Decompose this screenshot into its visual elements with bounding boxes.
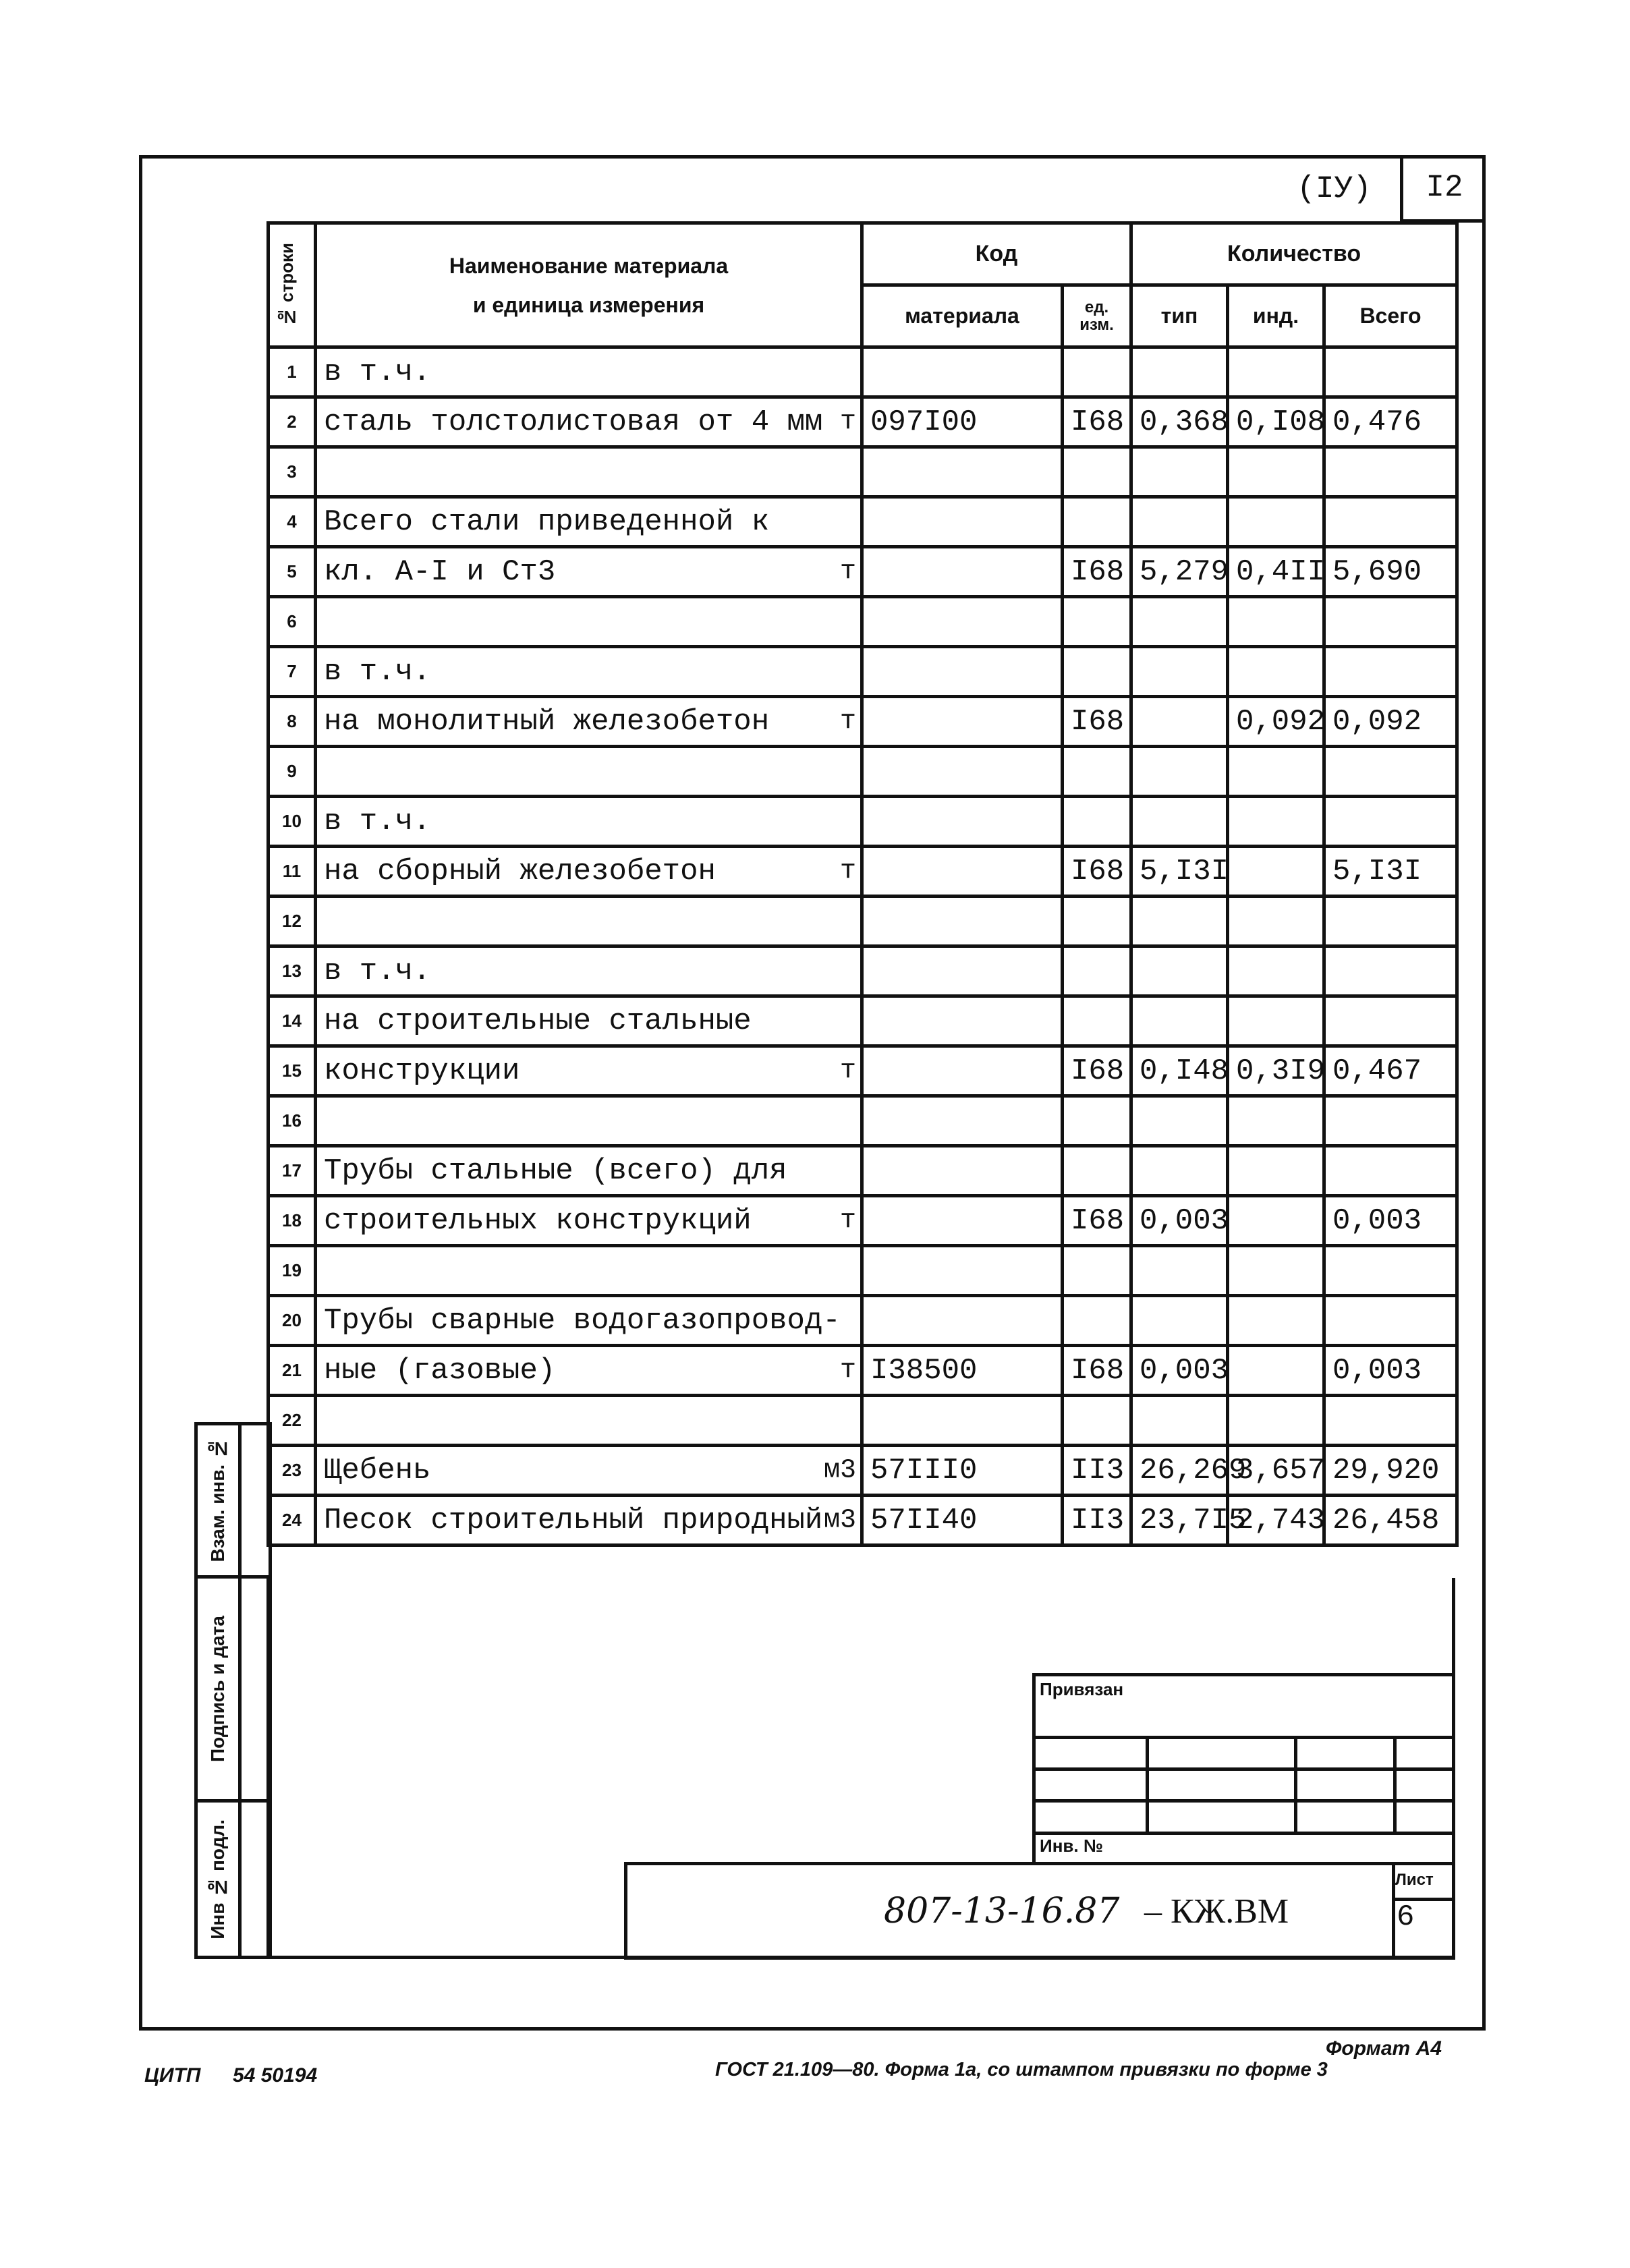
material-code [862,697,1063,747]
qty-total [1324,1096,1457,1146]
qty-ind [1228,1296,1324,1346]
unit-code [1063,597,1131,647]
qty-total [1324,996,1457,1046]
material-name-text: Песок строительный природный [324,1503,823,1537]
material-name [316,747,862,797]
row-number: 3 [269,447,316,497]
section-code-text: (IУ) [1297,171,1372,206]
qty-total: 0,476 [1324,397,1457,447]
format-label: Формат А4 [1326,2037,1442,2060]
qty-ind: 0,3I9 [1228,1046,1324,1096]
material-code [862,1296,1063,1346]
material-code [862,597,1063,647]
unit-code [1063,647,1131,697]
qty-typ: 26,269 [1131,1446,1228,1496]
designation-code: 807-13-16.87 [884,1891,1120,1931]
material-name-text: ные (газовые) [324,1353,556,1388]
material-name-text: на сборный железобетон [324,854,716,888]
row-number: 22 [269,1396,316,1446]
qty-total [1324,347,1457,397]
row-number: 20 [269,1296,316,1346]
unit-code-header: ед. изм. [1063,285,1131,347]
unit-code [1063,946,1131,996]
table-row [269,1196,1457,1246]
material-name-text: Всего стали приведенной к [324,505,770,539]
material-name [316,697,862,747]
qty-ind: 2,743 [1228,1496,1324,1546]
qty-ind [1228,1146,1324,1196]
qty-typ [1131,497,1228,547]
qty-typ [1131,647,1228,697]
page-number-cell [1400,155,1486,223]
qty-total [1324,897,1457,946]
qty-ind [1228,1096,1324,1146]
qty-typ: 5,I3I [1131,847,1228,897]
qty-ind [1228,647,1324,697]
qty-ind [1228,1246,1324,1296]
qty-typ: 0,003 [1131,1346,1228,1396]
table-row [269,1396,1457,1446]
sheet-number: 6 [1397,1900,1415,1934]
unit-code [1063,1146,1131,1196]
ind-header: инд. [1228,285,1324,347]
qty-ind [1228,1346,1324,1396]
qty-typ [1131,597,1228,647]
qty-ind [1228,1396,1324,1446]
qty-ind: 0,I08 [1228,397,1324,447]
row-number: 19 [269,1246,316,1296]
qty-typ: 0,368 [1131,397,1228,447]
unit-code [1063,897,1131,946]
table-row [269,996,1457,1046]
table-row [269,1096,1457,1146]
materials-table [266,221,1459,1547]
material-code [862,1146,1063,1196]
material-name-text: в т.ч. [324,804,431,839]
section-code [1268,155,1403,223]
row-number: 13 [269,946,316,996]
qty-typ [1131,1246,1228,1296]
row-number: 8 [269,697,316,747]
qty-typ [1131,996,1228,1046]
qty-ind [1228,447,1324,497]
material-name [316,1146,862,1196]
unit-label: т [839,557,856,587]
material-name [316,497,862,547]
row-number: 4 [269,497,316,547]
unit-label: м3 [823,1505,856,1535]
qty-typ [1131,1296,1228,1346]
material-name-text: в т.ч. [324,355,431,389]
table-row [269,397,1457,447]
material-code [862,647,1063,697]
qty-total: 29,920 [1324,1446,1457,1496]
table-row [269,547,1457,597]
qty-total [1324,1296,1457,1346]
qty-ind [1228,347,1324,397]
material-name [316,547,862,597]
material-code: 57III0 [862,1446,1063,1496]
table-row [269,1146,1457,1196]
unit-code [1063,497,1131,547]
material-name [316,597,862,647]
row-number-header: № строки [269,223,316,347]
qty-total: 0,003 [1324,1196,1457,1246]
material-name [316,1046,862,1096]
unit-label: т [839,1056,856,1086]
material-name [316,1096,862,1146]
table-row [269,1046,1457,1096]
footer-org: ЦИТП [144,2064,201,2087]
table-row [269,647,1457,697]
qty-total: 0,467 [1324,1046,1457,1096]
row-number: 18 [269,1196,316,1246]
table-row [269,1496,1457,1546]
material-name [316,1246,862,1296]
material-name-text: сталь толстолистовая от 4 мм [324,405,823,439]
inv-original-label: Инв № подл. [207,1819,228,1939]
unit-code [1063,347,1131,397]
qty-total [1324,747,1457,797]
row-number: 6 [269,597,316,647]
material-code: I38500 [862,1346,1063,1396]
qty-typ [1131,1146,1228,1196]
qty-total: 26,458 [1324,1496,1457,1546]
material-name [316,647,862,697]
material-name [316,1296,862,1346]
material-code: 57II40 [862,1496,1063,1546]
table-row [269,897,1457,946]
qty-total [1324,1396,1457,1446]
row-number: 7 [269,647,316,697]
material-name [316,996,862,1046]
binding-stamp [1032,1673,1455,1865]
qty-ind [1228,1196,1324,1246]
row-number: 14 [269,996,316,1046]
code-header: Код [862,223,1131,285]
material-name-header: Наименование материала и единица измерения [316,223,862,347]
material-name-text: на монолитный железобетон [324,704,770,739]
table-row [269,797,1457,847]
row-number: 15 [269,1046,316,1096]
qty-total [1324,597,1457,647]
qty-typ: 23,7I5 [1131,1496,1228,1546]
qty-total [1324,447,1457,497]
material-code [862,946,1063,996]
table-row [269,1246,1457,1296]
table-row [269,1346,1457,1396]
table-row [269,1296,1457,1346]
row-number: 1 [269,347,316,397]
qty-typ [1131,347,1228,397]
page-number: I2 [1426,169,1463,205]
material-name [316,1196,862,1246]
left-stamp-inv-original [194,1799,272,1959]
material-code [862,747,1063,797]
material-code [862,1246,1063,1296]
qty-typ [1131,946,1228,996]
row-number: 17 [269,1146,316,1196]
material-code [862,996,1063,1046]
unit-code: II3 [1063,1446,1131,1496]
row-number: 24 [269,1496,316,1546]
inv-no-label: Инв. № [1040,1836,1103,1856]
qty-typ [1131,1096,1228,1146]
qty-total: 5,I3I [1324,847,1457,897]
unit-code: I68 [1063,547,1131,597]
qty-typ [1131,1396,1228,1446]
unit-label: т [839,1206,856,1236]
unit-code: I68 [1063,697,1131,747]
binding-label: Привязан [1040,1679,1124,1699]
unit-code [1063,447,1131,497]
unit-code [1063,797,1131,847]
row-number: 2 [269,397,316,447]
table-row [269,597,1457,647]
qty-ind [1228,597,1324,647]
qty-ind [1228,946,1324,996]
qty-ind: 0,4II [1228,547,1324,597]
total-header: Всего [1324,285,1457,347]
row-number: 11 [269,847,316,897]
qty-typ [1131,447,1228,497]
unit-code: II3 [1063,1496,1131,1546]
footer-gost: ГОСТ 21.109—80. Форма 1а, со штампом привязки по форме 3 [715,2059,1328,2080]
material-name [316,347,862,397]
material-code: 097I00 [862,397,1063,447]
quantity-header: Количество [1131,223,1457,285]
qty-typ: 5,279 [1131,547,1228,597]
unit-code: I68 [1063,1346,1131,1396]
unit-code [1063,747,1131,797]
designation-suffix: – КЖ.ВМ [1144,1892,1289,1931]
qty-typ [1131,897,1228,946]
table-row [269,747,1457,797]
material-name [316,1446,862,1496]
material-code [862,1196,1063,1246]
qty-ind: 3,657 [1228,1446,1324,1496]
row-number: 21 [269,1346,316,1396]
qty-typ: 0,003 [1131,1196,1228,1246]
qty-ind [1228,797,1324,847]
qty-total [1324,1246,1457,1296]
material-name-text: Трубы стальные (всего) для [324,1154,787,1188]
qty-total [1324,797,1457,847]
material-name [316,897,862,946]
material-code-header: материала [862,285,1063,347]
document-designation [884,1891,1289,1931]
material-name-text: на строительные стальные [324,1004,752,1038]
qty-typ [1131,797,1228,847]
qty-total: 5,690 [1324,547,1457,597]
table-row [269,497,1457,547]
title-stamp [624,1862,1455,1960]
qty-typ [1131,697,1228,747]
material-name [316,847,862,897]
material-name-text: в т.ч. [324,654,431,689]
qty-ind: 0,092 [1228,697,1324,747]
material-name-text: кл. А-I и Ст3 [324,555,556,589]
qty-typ: 0,I48 [1131,1046,1228,1096]
qty-ind [1228,897,1324,946]
qty-total [1324,946,1457,996]
material-name [316,447,862,497]
qty-ind [1228,847,1324,897]
table-row [269,946,1457,996]
sheet-label: Лист [1395,1871,1434,1889]
material-name [316,397,862,447]
material-code [862,897,1063,946]
unit-label: т [839,856,856,886]
unit-label: т [839,1355,856,1386]
unit-code: I68 [1063,397,1131,447]
material-name-text: Трубы сварные водогазопровод- [324,1303,841,1338]
material-name-text: Щебень [324,1453,431,1487]
material-code [862,1396,1063,1446]
unit-code [1063,1246,1131,1296]
table-row [269,347,1457,397]
material-name [316,1396,862,1446]
material-name [316,797,862,847]
unit-label: м3 [823,1455,856,1485]
material-code [862,1046,1063,1096]
table-row [269,447,1457,497]
qty-ind [1228,497,1324,547]
material-code [862,547,1063,597]
unit-label: т [839,706,856,737]
row-number: 16 [269,1096,316,1146]
qty-ind [1228,747,1324,797]
material-code [862,797,1063,847]
left-stamp-signature [194,1575,272,1803]
qty-total [1324,497,1457,547]
unit-label: т [839,407,856,437]
material-code [862,347,1063,397]
table-row [269,847,1457,897]
left-stamp-replace-inv [194,1422,272,1579]
unit-code: I68 [1063,1046,1131,1096]
row-number: 9 [269,747,316,797]
material-code [862,447,1063,497]
material-name-text: конструкции [324,1054,520,1088]
material-code [862,847,1063,897]
footer-code: 54 50194 [233,2064,318,2087]
material-code [862,497,1063,547]
unit-code [1063,1396,1131,1446]
qty-total [1324,647,1457,697]
material-name [316,1496,862,1546]
material-code [862,1096,1063,1146]
unit-code: I68 [1063,1196,1131,1246]
row-number: 12 [269,897,316,946]
unit-code: I68 [1063,847,1131,897]
qty-total: 0,003 [1324,1346,1457,1396]
table-body [269,347,1457,1546]
row-number: 10 [269,797,316,847]
material-name [316,946,862,996]
unit-code [1063,1296,1131,1346]
qty-ind [1228,996,1324,1046]
qty-typ [1131,747,1228,797]
table-row [269,1446,1457,1496]
table-row [269,697,1457,747]
replace-inv-label: Взам. инв. № [207,1438,228,1562]
row-number: 23 [269,1446,316,1496]
unit-code [1063,996,1131,1046]
material-name [316,1346,862,1396]
material-name-text: в т.ч. [324,954,431,988]
typ-header: тип [1131,285,1228,347]
qty-total: 0,092 [1324,697,1457,747]
signature-date-label: Подпись и дата [207,1616,228,1762]
unit-code [1063,1096,1131,1146]
row-number: 5 [269,547,316,597]
material-name-text: строительных конструкций [324,1203,752,1238]
qty-total [1324,1146,1457,1196]
